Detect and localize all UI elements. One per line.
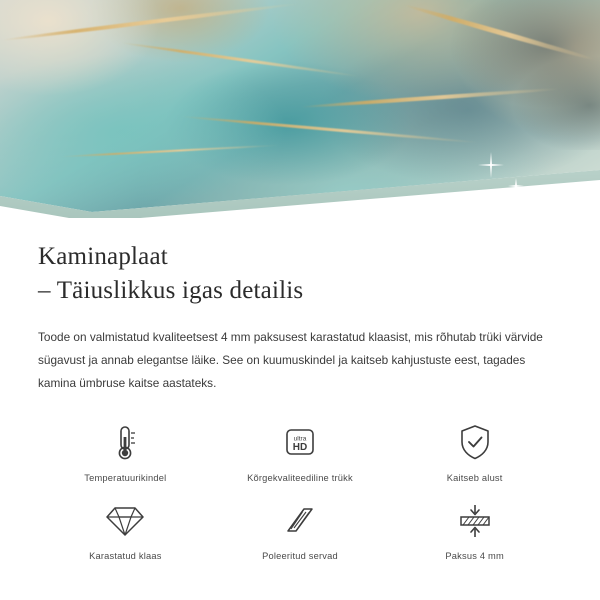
feature-item-surface-protection bbox=[387, 421, 562, 483]
feature-label: Kõrgekvaliteediline trükk bbox=[247, 473, 353, 483]
shield-check-icon bbox=[457, 421, 493, 465]
page-title bbox=[38, 218, 562, 308]
headline-line-1: Kaminaplaat bbox=[38, 243, 168, 270]
thermometer-icon bbox=[107, 421, 143, 465]
gold-vein bbox=[60, 144, 280, 158]
headline-line-2: – Täiuslikkus igas detailis bbox=[38, 277, 304, 304]
hero-product-image bbox=[0, 0, 600, 218]
gold-vein bbox=[1, 2, 299, 43]
feature-label: Poleeritud servad bbox=[262, 551, 338, 561]
gold-vein bbox=[121, 41, 359, 77]
feature-grid bbox=[38, 421, 562, 561]
feature-item-thickness bbox=[387, 499, 562, 561]
diamond-icon bbox=[105, 499, 145, 543]
svg-text:HD: HD bbox=[292, 442, 308, 453]
thickness-4mm-icon bbox=[455, 499, 495, 543]
ultra-hd-icon bbox=[280, 421, 320, 465]
marble-dark-region bbox=[390, 0, 600, 150]
feature-item-print-quality bbox=[213, 421, 388, 483]
feature-label: Karastatud klaas bbox=[89, 551, 162, 561]
feature-label: Paksus 4 mm bbox=[445, 551, 504, 561]
feature-label: Temperatuurikindel bbox=[84, 473, 167, 483]
polished-edges-icon bbox=[280, 499, 320, 543]
feature-label: Kaitseb alust bbox=[446, 473, 503, 483]
content-area bbox=[0, 218, 600, 561]
feature-item-tempered-glass bbox=[38, 499, 213, 561]
feature-item-polished-edges bbox=[213, 499, 388, 561]
product-description-text: Toode on valmistatud kvaliteetsest 4 mm paksusest karastatud klaasist, mis rõhutab trüki värvide sügavust ja annab elegantse läike. See on kuumuskindel ja kaitseb kahjustuste eest, tagades kamina ümbruse kaitse aastateks. bbox=[38, 330, 543, 390]
feature-item-temperature bbox=[38, 421, 213, 483]
svg-text:ultra: ultra bbox=[293, 435, 307, 443]
